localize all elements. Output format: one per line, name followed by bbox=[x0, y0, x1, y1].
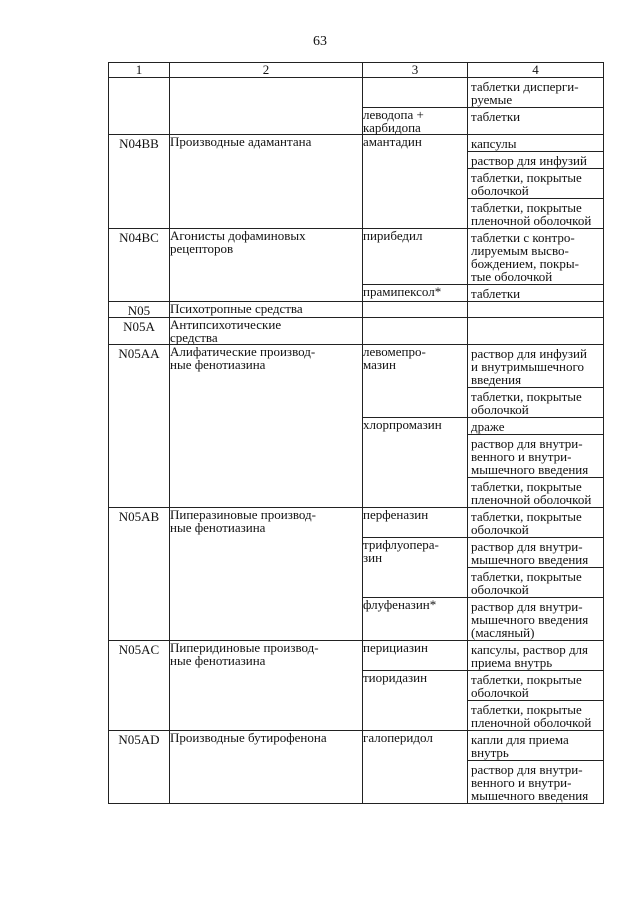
dosage-forms-cell bbox=[468, 731, 604, 804]
group-name-cell bbox=[170, 285, 363, 302]
dosage-form bbox=[468, 731, 603, 760]
group-name-cell bbox=[170, 641, 363, 671]
dosage-form bbox=[468, 567, 603, 597]
dosage-form-line: раствор для внутри- bbox=[471, 436, 583, 451]
dosage-form bbox=[468, 229, 603, 284]
dosage-form bbox=[468, 198, 603, 228]
dosage-form-line: венного и внутри- bbox=[471, 449, 572, 464]
table-row bbox=[109, 508, 604, 538]
dosage-form-line: раствор для внутри- bbox=[471, 539, 583, 554]
group-name-cell bbox=[170, 418, 363, 508]
atc-code-cell: N05AC bbox=[109, 641, 170, 671]
dosage-form-line: оболочкой bbox=[471, 522, 529, 537]
dosage-form-line: таблетки, покрытые bbox=[471, 672, 582, 687]
substance-cell bbox=[363, 302, 468, 318]
name-line: Алифатические производ- bbox=[170, 344, 316, 359]
dosage-form-line: раствор для внутри- bbox=[471, 762, 583, 777]
dosage-form-line: таблетки, покрытые bbox=[471, 569, 582, 584]
dosage-form bbox=[468, 477, 603, 507]
atc-code-cell bbox=[109, 671, 170, 731]
dosage-forms-cell bbox=[468, 508, 604, 538]
header-cell-1: 1 bbox=[109, 63, 170, 78]
dosage-form-line: бождением, покры- bbox=[471, 256, 579, 271]
group-name-cell bbox=[170, 108, 363, 135]
dosage-form bbox=[468, 508, 603, 537]
atc-code-cell bbox=[109, 538, 170, 598]
name-line: Агонисты дофаминовых bbox=[170, 228, 306, 243]
table-row bbox=[109, 641, 604, 671]
dosage-form-line: пленочной оболочкой bbox=[471, 715, 592, 730]
dosage-form bbox=[468, 700, 603, 730]
dosage-form-line: таблетки с контро- bbox=[471, 230, 575, 245]
dosage-form bbox=[468, 285, 603, 301]
group-name-cell bbox=[170, 318, 363, 345]
substance-line: тиоридазин bbox=[363, 670, 428, 685]
substance-cell bbox=[363, 345, 468, 418]
dosage-form bbox=[468, 387, 603, 417]
dosage-form-line: приема внутрь bbox=[471, 655, 553, 670]
dosage-form-line: мышечного введения bbox=[471, 612, 589, 627]
dosage-form-line: таблетки, покрытые bbox=[471, 200, 582, 215]
atc-code-cell: N04BC bbox=[109, 229, 170, 285]
dosage-forms-cell bbox=[468, 108, 604, 135]
group-name-cell bbox=[170, 345, 363, 418]
dosage-form bbox=[468, 78, 603, 107]
substance-line: леводопа + bbox=[363, 107, 424, 122]
atc-code-cell bbox=[109, 78, 170, 108]
substance-cell bbox=[363, 731, 468, 804]
dosage-form-line: таблетки, покрытые bbox=[471, 509, 582, 524]
dosage-form-line: капсулы bbox=[471, 136, 517, 151]
dosage-form-line: оболочкой bbox=[471, 402, 529, 417]
substance-line: амантадин bbox=[363, 134, 422, 149]
atc-code-cell: N04BB bbox=[109, 135, 170, 229]
atc-code-cell bbox=[109, 108, 170, 135]
atc-code-cell: N05AA bbox=[109, 345, 170, 418]
name-line: Пиперидиновые производ- bbox=[170, 640, 319, 655]
table-row bbox=[109, 78, 604, 108]
dosage-form-line: раствор для инфузий bbox=[471, 153, 587, 168]
substance-line: галоперидол bbox=[363, 730, 433, 745]
dosage-forms-cell bbox=[468, 285, 604, 302]
dosage-form bbox=[468, 760, 603, 803]
table-row bbox=[109, 731, 604, 804]
dosage-form bbox=[468, 345, 603, 387]
substance-cell bbox=[363, 508, 468, 538]
group-name-cell bbox=[170, 135, 363, 229]
dosage-forms-cell bbox=[468, 318, 604, 345]
substance-line: трифлуопера- bbox=[363, 537, 439, 552]
dosage-form bbox=[468, 538, 603, 567]
drug-table bbox=[108, 62, 604, 804]
substance-line: флуфеназин* bbox=[363, 597, 437, 612]
table-row bbox=[109, 108, 604, 135]
dosage-form bbox=[468, 641, 603, 670]
group-name-cell bbox=[170, 229, 363, 285]
name-line: средства bbox=[170, 330, 218, 345]
substance-cell bbox=[363, 598, 468, 641]
substance-cell bbox=[363, 318, 468, 345]
atc-code-cell: N05A bbox=[109, 318, 170, 345]
substance-line: мазин bbox=[363, 357, 396, 372]
dosage-form-line: капсулы, раствор для bbox=[471, 642, 589, 657]
dosage-forms-cell bbox=[468, 671, 604, 731]
page-number: 63 bbox=[313, 34, 327, 49]
atc-code-cell bbox=[109, 598, 170, 641]
header-row bbox=[109, 63, 604, 78]
dosage-form-line: таблетки, покрытые bbox=[471, 479, 582, 494]
dosage-form-line: мышечного введения bbox=[471, 788, 589, 803]
atc-code-cell: N05 bbox=[109, 302, 170, 318]
dosage-form-line: и внутримышечного bbox=[471, 359, 585, 374]
table-row bbox=[109, 229, 604, 285]
name-line: Психотропные средства bbox=[170, 301, 303, 316]
dosage-form-line: пленочной оболочкой bbox=[471, 213, 592, 228]
dosage-form-line: таблетки, покрытые bbox=[471, 389, 582, 404]
dosage-forms-cell bbox=[468, 598, 604, 641]
group-name-cell bbox=[170, 598, 363, 641]
dosage-forms-cell bbox=[468, 538, 604, 598]
name-line: Производные бутирофенона bbox=[170, 730, 327, 745]
dosage-form-line: мышечного введения bbox=[471, 552, 589, 567]
substance-cell bbox=[363, 418, 468, 508]
name-line: ные фенотиазина bbox=[170, 653, 266, 668]
header-cell-3: 3 bbox=[363, 63, 468, 78]
dosage-forms-cell bbox=[468, 345, 604, 418]
dosage-form bbox=[468, 418, 603, 434]
dosage-form bbox=[468, 168, 603, 198]
dosage-forms-cell bbox=[468, 229, 604, 285]
name-line: ные фенотиазина bbox=[170, 357, 266, 372]
substance-line: карбидопа bbox=[363, 120, 421, 135]
atc-code-cell bbox=[109, 418, 170, 508]
table-row bbox=[109, 302, 604, 318]
table-row bbox=[109, 671, 604, 731]
dosage-forms-cell bbox=[468, 78, 604, 108]
name-line: Антипсихотические bbox=[170, 317, 282, 332]
header-cell-2: 2 bbox=[170, 63, 363, 78]
atc-code-cell bbox=[109, 285, 170, 302]
table-row bbox=[109, 598, 604, 641]
dosage-form-line: лируемым высво- bbox=[471, 243, 569, 258]
substance-line: перициазин bbox=[363, 640, 428, 655]
group-name-cell bbox=[170, 508, 363, 538]
substance-cell bbox=[363, 229, 468, 285]
table-row bbox=[109, 345, 604, 418]
substance-cell bbox=[363, 78, 468, 108]
dosage-forms-cell bbox=[468, 418, 604, 508]
substance-line: хлорпромазин bbox=[363, 417, 442, 432]
table-row bbox=[109, 318, 604, 345]
dosage-form-line: введения bbox=[471, 372, 522, 387]
group-name-cell bbox=[170, 538, 363, 598]
dosage-form-line: венного и внутри- bbox=[471, 775, 572, 790]
dosage-form-line: драже bbox=[471, 419, 505, 434]
name-line: Производные адамантана bbox=[170, 134, 312, 149]
atc-code-cell: N05AD bbox=[109, 731, 170, 804]
dosage-form bbox=[468, 434, 603, 477]
dosage-form bbox=[468, 135, 603, 151]
dosage-form-line: раствор для внутри- bbox=[471, 599, 583, 614]
table-row bbox=[109, 285, 604, 302]
table-row bbox=[109, 538, 604, 598]
dosage-form-line: (масляный) bbox=[471, 625, 535, 640]
substance-line: пирибедил bbox=[363, 228, 423, 243]
substance-cell bbox=[363, 135, 468, 229]
header-cell-4: 4 bbox=[468, 63, 604, 78]
dosage-form-line: оболочкой bbox=[471, 582, 529, 597]
dosage-form-line: оболочкой bbox=[471, 183, 529, 198]
dosage-form-line: раствор для инфузий bbox=[471, 346, 587, 361]
group-name-cell bbox=[170, 671, 363, 731]
dosage-form-line: руемые bbox=[471, 92, 513, 107]
dosage-form-line: таблетки bbox=[471, 109, 521, 124]
group-name-cell bbox=[170, 302, 363, 318]
name-line: ные фенотиазина bbox=[170, 520, 266, 535]
dosage-form-line: оболочкой bbox=[471, 685, 529, 700]
group-name-cell bbox=[170, 731, 363, 804]
dosage-form-line: таблетки bbox=[471, 286, 521, 301]
dosage-form-line: капли для приема bbox=[471, 732, 569, 747]
dosage-form-line: таблетки дисперги- bbox=[471, 79, 579, 94]
dosage-form bbox=[468, 151, 603, 168]
dosage-form bbox=[468, 108, 603, 124]
name-line: Пиперазиновые производ- bbox=[170, 507, 316, 522]
dosage-forms-cell bbox=[468, 302, 604, 318]
dosage-form bbox=[468, 598, 603, 640]
dosage-form-line: таблетки, покрытые bbox=[471, 702, 582, 717]
substance-cell bbox=[363, 285, 468, 302]
dosage-forms-cell bbox=[468, 641, 604, 671]
dosage-form-line: таблетки, покрытые bbox=[471, 170, 582, 185]
substance-cell bbox=[363, 641, 468, 671]
name-line: рецепторов bbox=[170, 241, 234, 256]
substance-line: перфеназин bbox=[363, 507, 429, 522]
substance-line: левомепро- bbox=[363, 344, 426, 359]
dosage-form bbox=[468, 671, 603, 700]
atc-code-cell: N05AB bbox=[109, 508, 170, 538]
dosage-form-line: мышечного введения bbox=[471, 462, 589, 477]
dosage-form-line: пленочной оболочкой bbox=[471, 492, 592, 507]
substance-cell bbox=[363, 108, 468, 135]
dosage-form-line: внутрь bbox=[471, 745, 509, 760]
substance-cell bbox=[363, 671, 468, 731]
dosage-form-line: тые оболочкой bbox=[471, 269, 553, 284]
table-row bbox=[109, 135, 604, 229]
substance-line: прамипексол* bbox=[363, 284, 442, 299]
group-name-cell bbox=[170, 78, 363, 108]
substance-cell bbox=[363, 538, 468, 598]
substance-line: зин bbox=[363, 550, 383, 565]
dosage-forms-cell bbox=[468, 135, 604, 229]
table-row bbox=[109, 418, 604, 508]
